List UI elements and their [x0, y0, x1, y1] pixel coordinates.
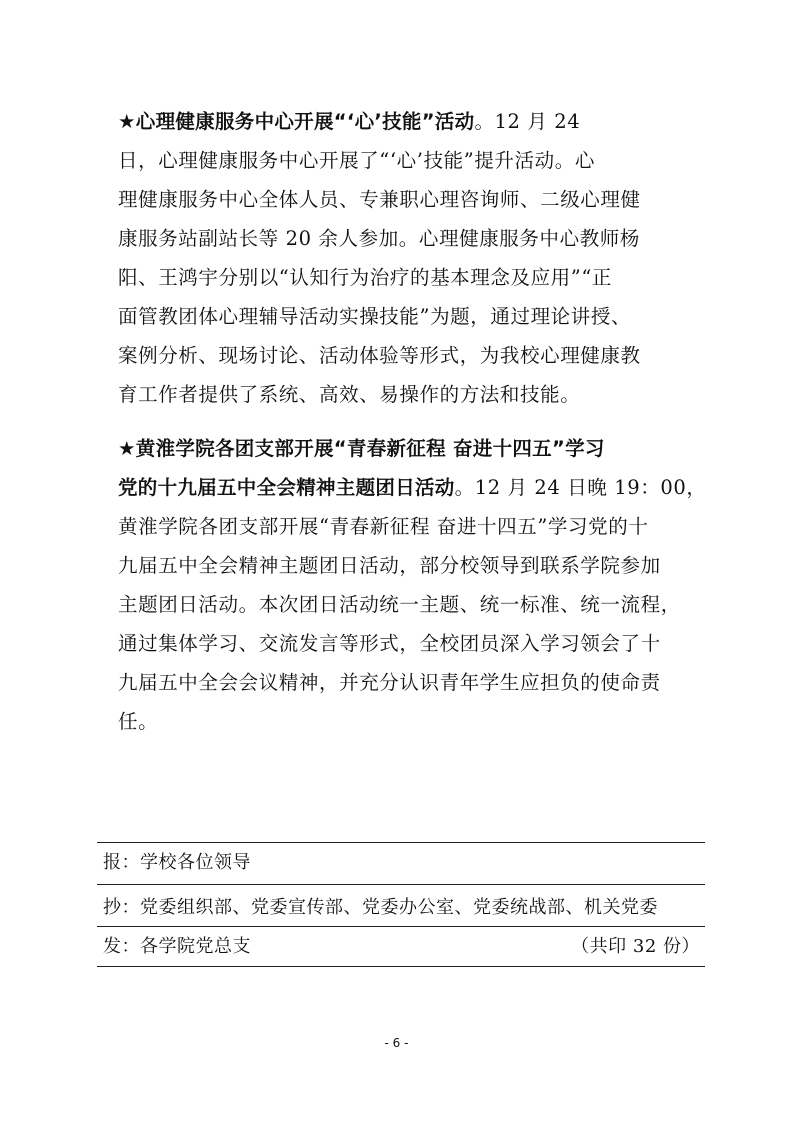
news-line: [118, 469, 706, 507]
send-recipients: 各学院党总支: [140, 936, 251, 957]
distribution-top-rule: [97, 842, 705, 843]
news-line: 日，心理健康服务中心开展了“‘心’技能”提升活动。心: [118, 149, 595, 172]
news-line: 九届五中全会精神主题团日活动，部分校领导到联系学院参加: [118, 554, 661, 577]
distribution-rule: [97, 926, 705, 927]
distribution-copy-row: [103, 891, 700, 925]
news-text: 。12 月 24: [474, 110, 581, 133]
news-line: 九届五中全会会议精神，并充分认识青年学生应担负的使命责: [118, 671, 661, 694]
news-line: 康服务站副站长等 20 余人参加。心理健康服务中心教师杨: [118, 227, 641, 250]
copy-label: 抄：: [103, 897, 140, 918]
news-line: 理健康服务中心全体人员、专兼职心理咨询师、二级心理健: [118, 188, 641, 211]
report-label: 报：: [103, 852, 140, 873]
distribution-bottom-rule: [97, 966, 705, 967]
news-line: 主题团日活动。本次团日活动统一主题、统一标准、统一流程，: [118, 593, 681, 616]
report-recipients: 学校各位领导: [140, 852, 251, 873]
distribution-send-row: [103, 930, 700, 964]
news-line: 通过集体学习、交流发言等形式，全校团员深入学习领会了十: [118, 632, 661, 655]
news-line: 案例分析、现场讨论、活动体验等形式，为我校心理健康教: [118, 344, 641, 367]
news-headline: ★心理健康服务中心开展“‘心’技能”活动: [118, 110, 475, 133]
news-headline: ★黄淮学院各团支部开展“青春新征程 奋进十四五”学习: [118, 437, 605, 460]
news-line: 阳、王鸿宇分别以“认知行为治疗的基本理念及应用”“正: [118, 266, 613, 289]
news-line: [118, 103, 580, 141]
news-line: 黄淮学院各团支部开展“青春新征程 奋进十四五”学习党的十: [118, 515, 649, 538]
news-line: 育工作者提供了系统、高效、易操作的方法和技能。: [118, 383, 581, 406]
news-line: [118, 430, 605, 468]
news-line: 任。: [118, 710, 159, 733]
distribution-report-row: [103, 846, 700, 880]
distribution-rule: [97, 884, 705, 885]
print-count: （共印 32 份）: [571, 936, 700, 957]
news-text: 。12 月 24 日晚 19：00，: [454, 476, 707, 499]
send-label: 发：: [103, 936, 140, 957]
page-number: - 6 -: [384, 1036, 409, 1050]
copy-recipients: 党委组织部、党委宣传部、党委办公室、党委统战部、机关党委: [140, 897, 658, 918]
news-headline: 党的十九届五中全会精神主题团日活动: [118, 476, 455, 499]
news-line: 面管教团体心理辅导活动实操技能”为题，通过理论讲授、: [118, 305, 632, 328]
